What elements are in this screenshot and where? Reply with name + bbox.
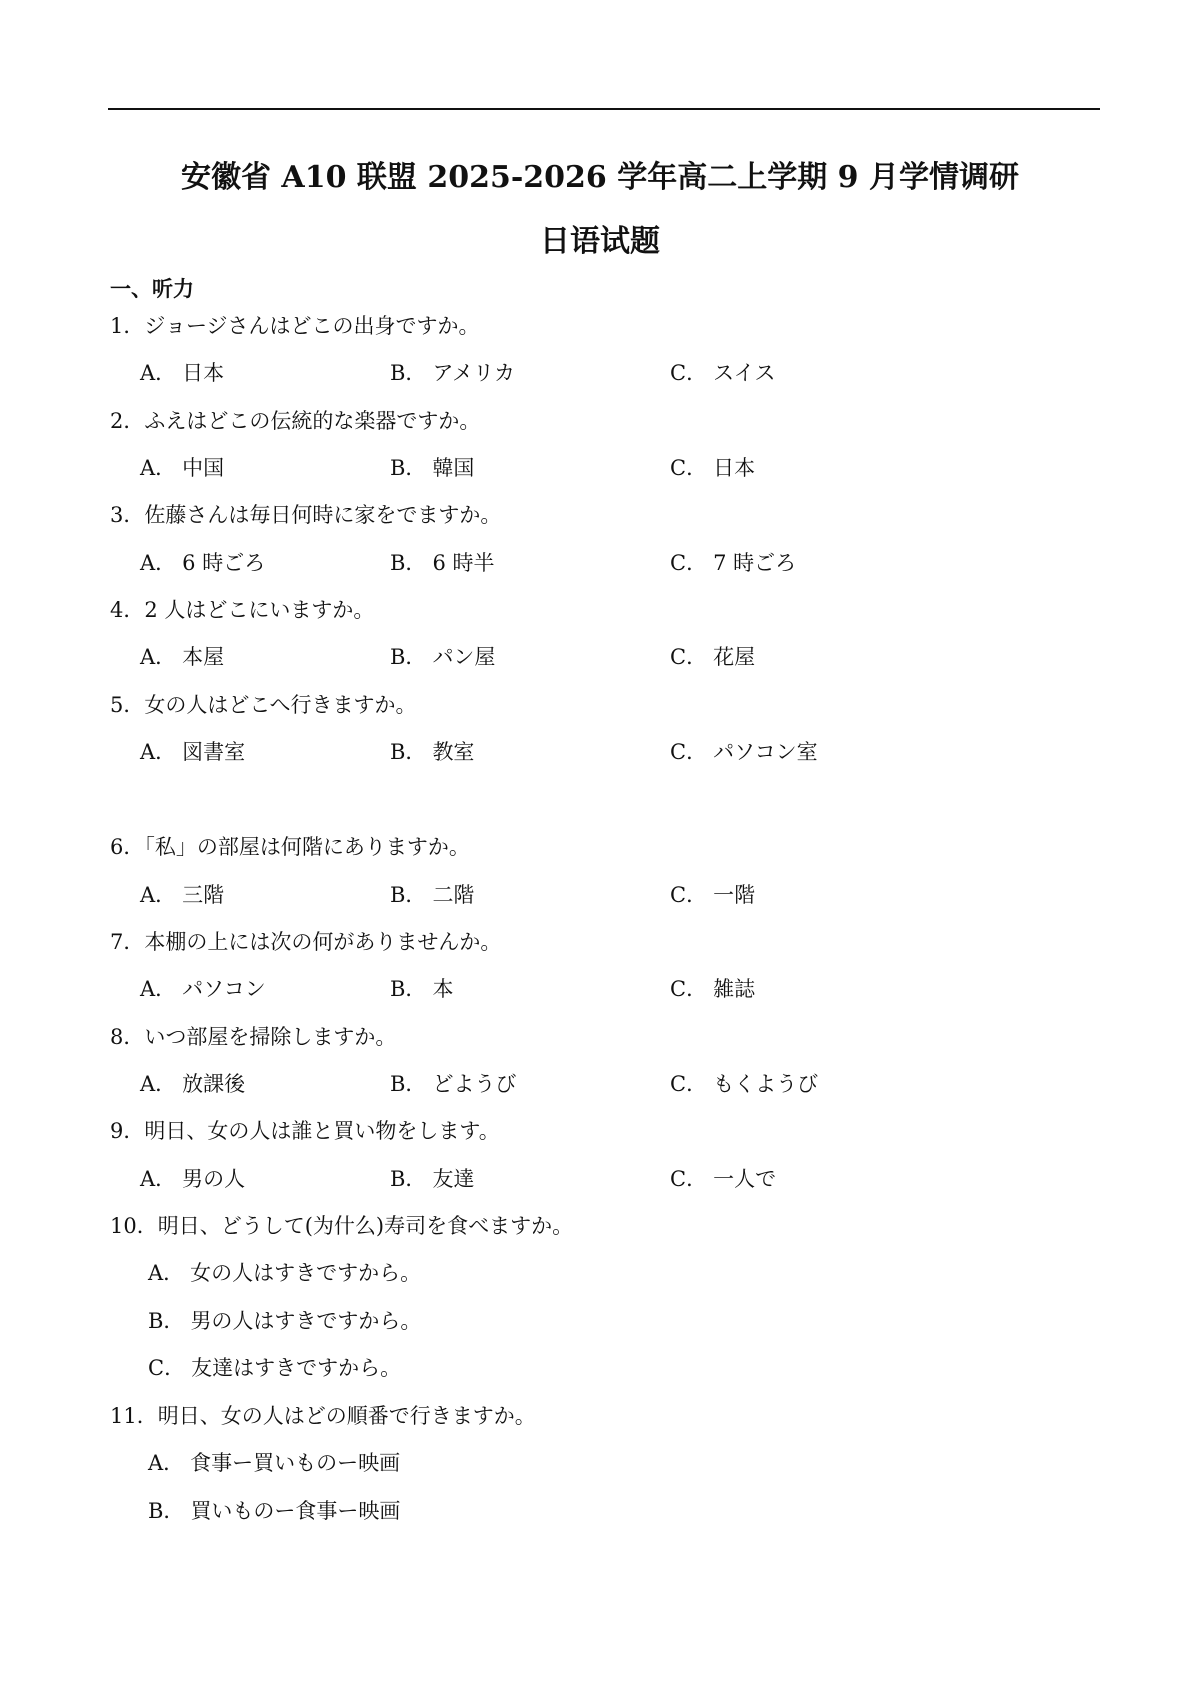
question-number: 6． xyxy=(110,835,145,859)
option-b xyxy=(390,1069,516,1099)
option-b xyxy=(390,453,474,483)
option-letter: A． xyxy=(140,1167,177,1191)
question-number: 9． xyxy=(110,1119,145,1143)
question-11 xyxy=(110,1401,536,1431)
option-b xyxy=(390,548,494,578)
option-b xyxy=(390,737,474,767)
option-text: 教室 xyxy=(432,740,475,764)
option-letter: B． xyxy=(148,1309,185,1333)
option-text: 男の人はすきですから。 xyxy=(190,1309,422,1333)
option-text: スイス xyxy=(713,361,776,385)
option-letter: A． xyxy=(148,1261,185,1285)
option-text: 友達 xyxy=(432,1167,475,1191)
option-letter: C． xyxy=(670,551,708,575)
question-text: 明日、どうして(为什么)寿司を食べますか。 xyxy=(157,1214,574,1238)
option-letter: C． xyxy=(670,977,708,1001)
question-text: 佐藤さんは毎日何時に家をでますか。 xyxy=(144,503,502,527)
option-b xyxy=(148,1306,421,1336)
option-letter: B． xyxy=(390,883,427,907)
question-9 xyxy=(110,1116,500,1146)
question-3 xyxy=(110,500,501,530)
option-b xyxy=(390,1164,474,1194)
option-a xyxy=(140,358,224,388)
option-c xyxy=(670,737,818,767)
option-text: 食事ー買いものー映画 xyxy=(190,1451,401,1475)
question-number: 4． xyxy=(110,598,145,622)
question-1 xyxy=(110,311,480,341)
option-text: 男の人 xyxy=(182,1167,246,1191)
option-b xyxy=(390,880,474,910)
question-number: 3． xyxy=(110,503,145,527)
option-letter: A． xyxy=(140,977,177,1001)
question-number: 7． xyxy=(110,930,145,954)
header-rule xyxy=(108,108,1100,110)
section-heading: 一、听力 xyxy=(110,276,194,301)
option-letter: C． xyxy=(148,1356,186,1380)
option-letter: C． xyxy=(670,883,708,907)
option-text: 一人で xyxy=(713,1167,777,1191)
exam-title: 安徽省 A10 联盟 2025-2026 学年高二上学期 9 月学情调研 xyxy=(180,160,1019,195)
option-c xyxy=(148,1353,401,1383)
option-letter: A． xyxy=(140,645,177,669)
question-text: ふえはどこの伝統的な楽器ですか。 xyxy=(144,409,481,433)
option-letter: B． xyxy=(390,361,427,385)
option-text: 放課後 xyxy=(182,1072,246,1096)
option-a xyxy=(140,453,224,483)
option-text: アメリカ xyxy=(432,361,515,385)
option-text: 7 時ごろ xyxy=(713,551,797,575)
question-text: 明日、女の人は誰と買い物をします。 xyxy=(144,1119,500,1143)
option-letter: C． xyxy=(670,740,708,764)
question-number: 11． xyxy=(110,1404,158,1428)
option-c xyxy=(670,548,796,578)
option-a xyxy=(140,1164,245,1194)
question-5 xyxy=(110,690,417,720)
question-text: 「私」の部屋は何階にありますか。 xyxy=(144,835,470,859)
question-number: 10． xyxy=(110,1214,158,1238)
option-text: どようび xyxy=(432,1072,517,1096)
option-text: 本屋 xyxy=(182,645,225,669)
question-text: 本棚の上には次の何がありませんか。 xyxy=(144,930,502,954)
option-text: 本 xyxy=(432,977,454,1001)
question-text: ジョージさんはどこの出身ですか。 xyxy=(144,314,480,338)
option-a xyxy=(140,1069,245,1099)
option-c xyxy=(670,880,755,910)
option-letter: C． xyxy=(670,1167,708,1191)
option-letter: C． xyxy=(670,1072,708,1096)
question-2 xyxy=(110,406,480,436)
option-letter: B． xyxy=(390,740,427,764)
option-letter: A． xyxy=(140,361,177,385)
option-text: 友達はすきですから。 xyxy=(191,1356,402,1380)
question-text: 女の人はどこへ行きますか。 xyxy=(144,693,417,717)
option-letter: A． xyxy=(140,740,177,764)
option-a xyxy=(140,880,224,910)
option-letter: C． xyxy=(670,456,708,480)
option-b xyxy=(390,358,515,388)
option-text: 一階 xyxy=(713,883,756,907)
option-text: 二階 xyxy=(432,883,475,907)
option-text: 6 時半 xyxy=(432,551,495,575)
option-letter: A． xyxy=(140,456,177,480)
exam-subject: 日语试题 xyxy=(540,224,660,259)
question-8 xyxy=(110,1022,396,1052)
option-a xyxy=(140,548,265,578)
option-text: 雑誌 xyxy=(713,977,756,1001)
option-b xyxy=(148,1496,400,1526)
option-text: 女の人はすきですから。 xyxy=(190,1261,422,1285)
option-text: 中国 xyxy=(182,456,225,480)
question-4 xyxy=(110,595,374,625)
option-text: 花屋 xyxy=(713,645,756,669)
option-c xyxy=(670,974,755,1004)
question-text: 明日、女の人はどの順番で行きますか。 xyxy=(157,1404,536,1428)
option-letter: B． xyxy=(390,1167,427,1191)
option-text: パン屋 xyxy=(432,645,496,669)
option-letter: A． xyxy=(140,1072,177,1096)
option-letter: B． xyxy=(390,1072,427,1096)
question-10 xyxy=(110,1211,573,1241)
option-text: もくようび xyxy=(713,1072,819,1096)
question-number: 8． xyxy=(110,1025,145,1049)
option-c xyxy=(670,642,755,672)
option-c xyxy=(670,358,775,388)
option-letter: B． xyxy=(390,456,427,480)
option-letter: C． xyxy=(670,361,708,385)
option-letter: A． xyxy=(140,551,177,575)
question-7 xyxy=(110,927,501,957)
question-text: いつ部屋を掃除しますか。 xyxy=(144,1025,397,1049)
option-text: 三階 xyxy=(182,883,225,907)
option-text: 買いものー食事ー映画 xyxy=(190,1499,401,1523)
option-text: 日本 xyxy=(182,361,225,385)
question-text: 2 人はどこにいますか。 xyxy=(144,598,375,622)
option-a xyxy=(140,642,224,672)
option-a xyxy=(140,974,266,1004)
option-b xyxy=(390,974,453,1004)
option-text: パソコン室 xyxy=(713,740,818,764)
option-letter: B． xyxy=(390,977,427,1001)
option-text: 日本 xyxy=(713,456,756,480)
option-a xyxy=(148,1258,421,1288)
option-c xyxy=(670,1069,818,1099)
option-text: 6 時ごろ xyxy=(182,551,266,575)
question-number: 2． xyxy=(110,409,145,433)
option-c xyxy=(670,453,755,483)
option-a xyxy=(148,1448,400,1478)
option-letter: C． xyxy=(670,645,708,669)
option-letter: B． xyxy=(148,1499,185,1523)
option-text: パソコン xyxy=(182,977,266,1001)
option-letter: A． xyxy=(148,1451,185,1475)
option-letter: B． xyxy=(390,551,427,575)
question-6 xyxy=(110,832,470,862)
option-letter: A． xyxy=(140,883,177,907)
option-letter: B． xyxy=(390,645,427,669)
option-a xyxy=(140,737,245,767)
question-number: 5． xyxy=(110,693,145,717)
option-text: 韓国 xyxy=(432,456,475,480)
option-text: 図書室 xyxy=(182,740,246,764)
option-c xyxy=(670,1164,776,1194)
option-b xyxy=(390,642,495,672)
question-number: 1． xyxy=(110,314,145,338)
